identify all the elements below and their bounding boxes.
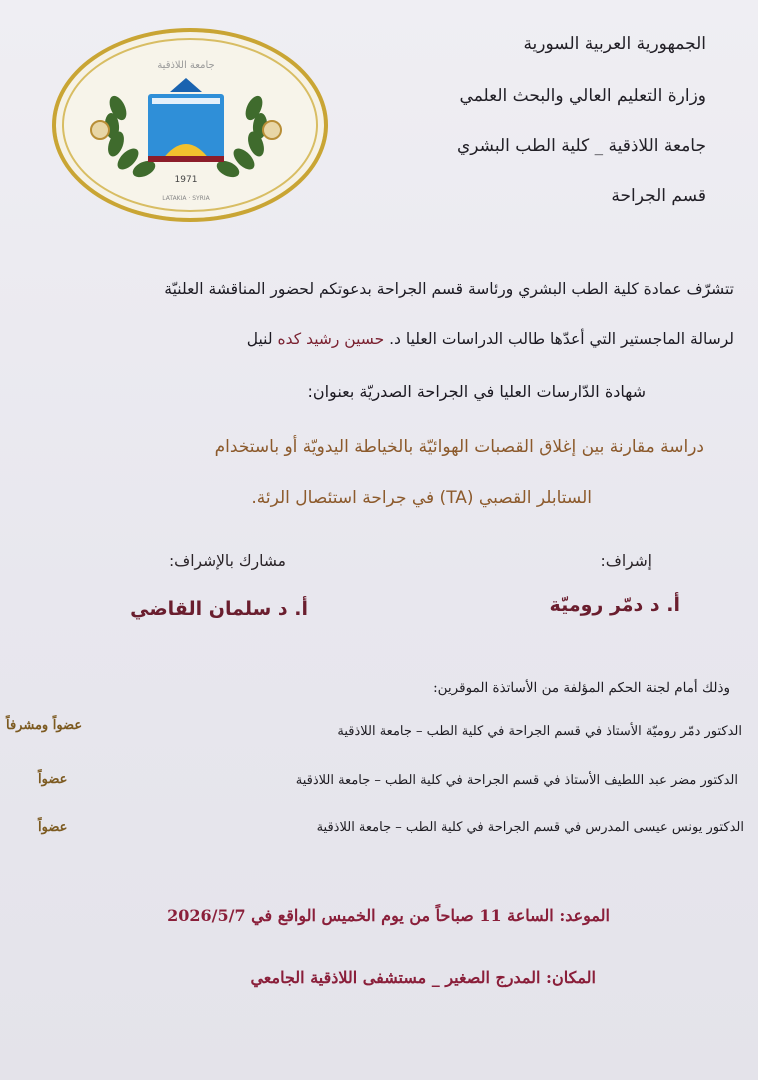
logo-year: 1971: [174, 175, 198, 185]
invitation-line-2-end: لنيل: [246, 330, 273, 348]
committee-intro: وذلك أمام لجنة الحكم المؤلفة من الأساتذة الموقرين:: [433, 680, 730, 696]
invitation-line-1: تتشرّف عمادة كلية الطب البشري ورئاسة قسم الجراحة بدعوتكم لحضور المناقشة العلنيّة: [164, 280, 734, 298]
logo-arabic-text: جامعة اللاذقية: [157, 60, 215, 71]
student-name: حسين رشيد كده: [277, 330, 385, 348]
co-supervisor-name: أ. د سلمان القاضي: [130, 598, 308, 620]
co-supervision-label: مشارك بالإشراف:: [168, 552, 286, 570]
header-country: الجمهورية العربية السورية: [523, 34, 706, 54]
header-department: قسم الجراحة: [611, 186, 706, 206]
header-ministry: وزارة التعليم العالي والبحث العلمي: [459, 86, 706, 106]
thesis-title-line-1: دراسة مقارنة بين إغلاق القصبات الهوائيّة بالخياطة اليدويّة أو باستخدام: [214, 437, 704, 457]
invitation-line-3: شهادة الدّارسات العليا في الجراحة الصدريّة بعنوان:: [307, 382, 646, 401]
appointment-place: المكان: المدرج الصغير _ مستشفى اللاذقية الجامعي: [250, 968, 596, 987]
appointment-time: الموعد: الساعة 11 صباحاً من يوم الخميس الواقع في 2026/5/7: [167, 906, 610, 925]
committee-member-2-role: عضواً: [38, 772, 68, 787]
header-university: جامعة اللاذقية _ كلية الطب البشري: [456, 136, 706, 156]
committee-member-1-role: عضواً ومشرفاً: [6, 718, 83, 733]
supervision-label: إشراف:: [600, 552, 652, 570]
university-logo: [52, 28, 328, 222]
thesis-title-line-2: الستابلر القصبي (TA) في جراحة استئصال الرئة.: [251, 488, 592, 508]
logo-latin-text: LATAKIA · SYRIA: [162, 195, 210, 202]
committee-member-1: الدكتور دمّر روميّة الأستاذ في قسم الجراحة في كلية الطب – جامعة اللاذقية: [337, 724, 742, 739]
supervisor-name: أ. د دمّر روميّة: [549, 594, 680, 616]
invitation-line-2-start: لرسالة الماجستير التي أعدّها طالب الدراسات العليا د.: [389, 330, 734, 348]
logo-emblem-icon: [52, 28, 320, 214]
invitation-line-2: [247, 330, 734, 348]
committee-member-3: الدكتور يونس عيسى المدرس في قسم الجراحة في كلية الطب – جامعة اللاذقية: [316, 820, 744, 835]
committee-member-2: الدكتور مضر عبد اللطيف الأستاذ في قسم الجراحة في كلية الطب – جامعة اللاذقية: [295, 773, 738, 788]
committee-member-3-role: عضواً: [38, 820, 68, 835]
